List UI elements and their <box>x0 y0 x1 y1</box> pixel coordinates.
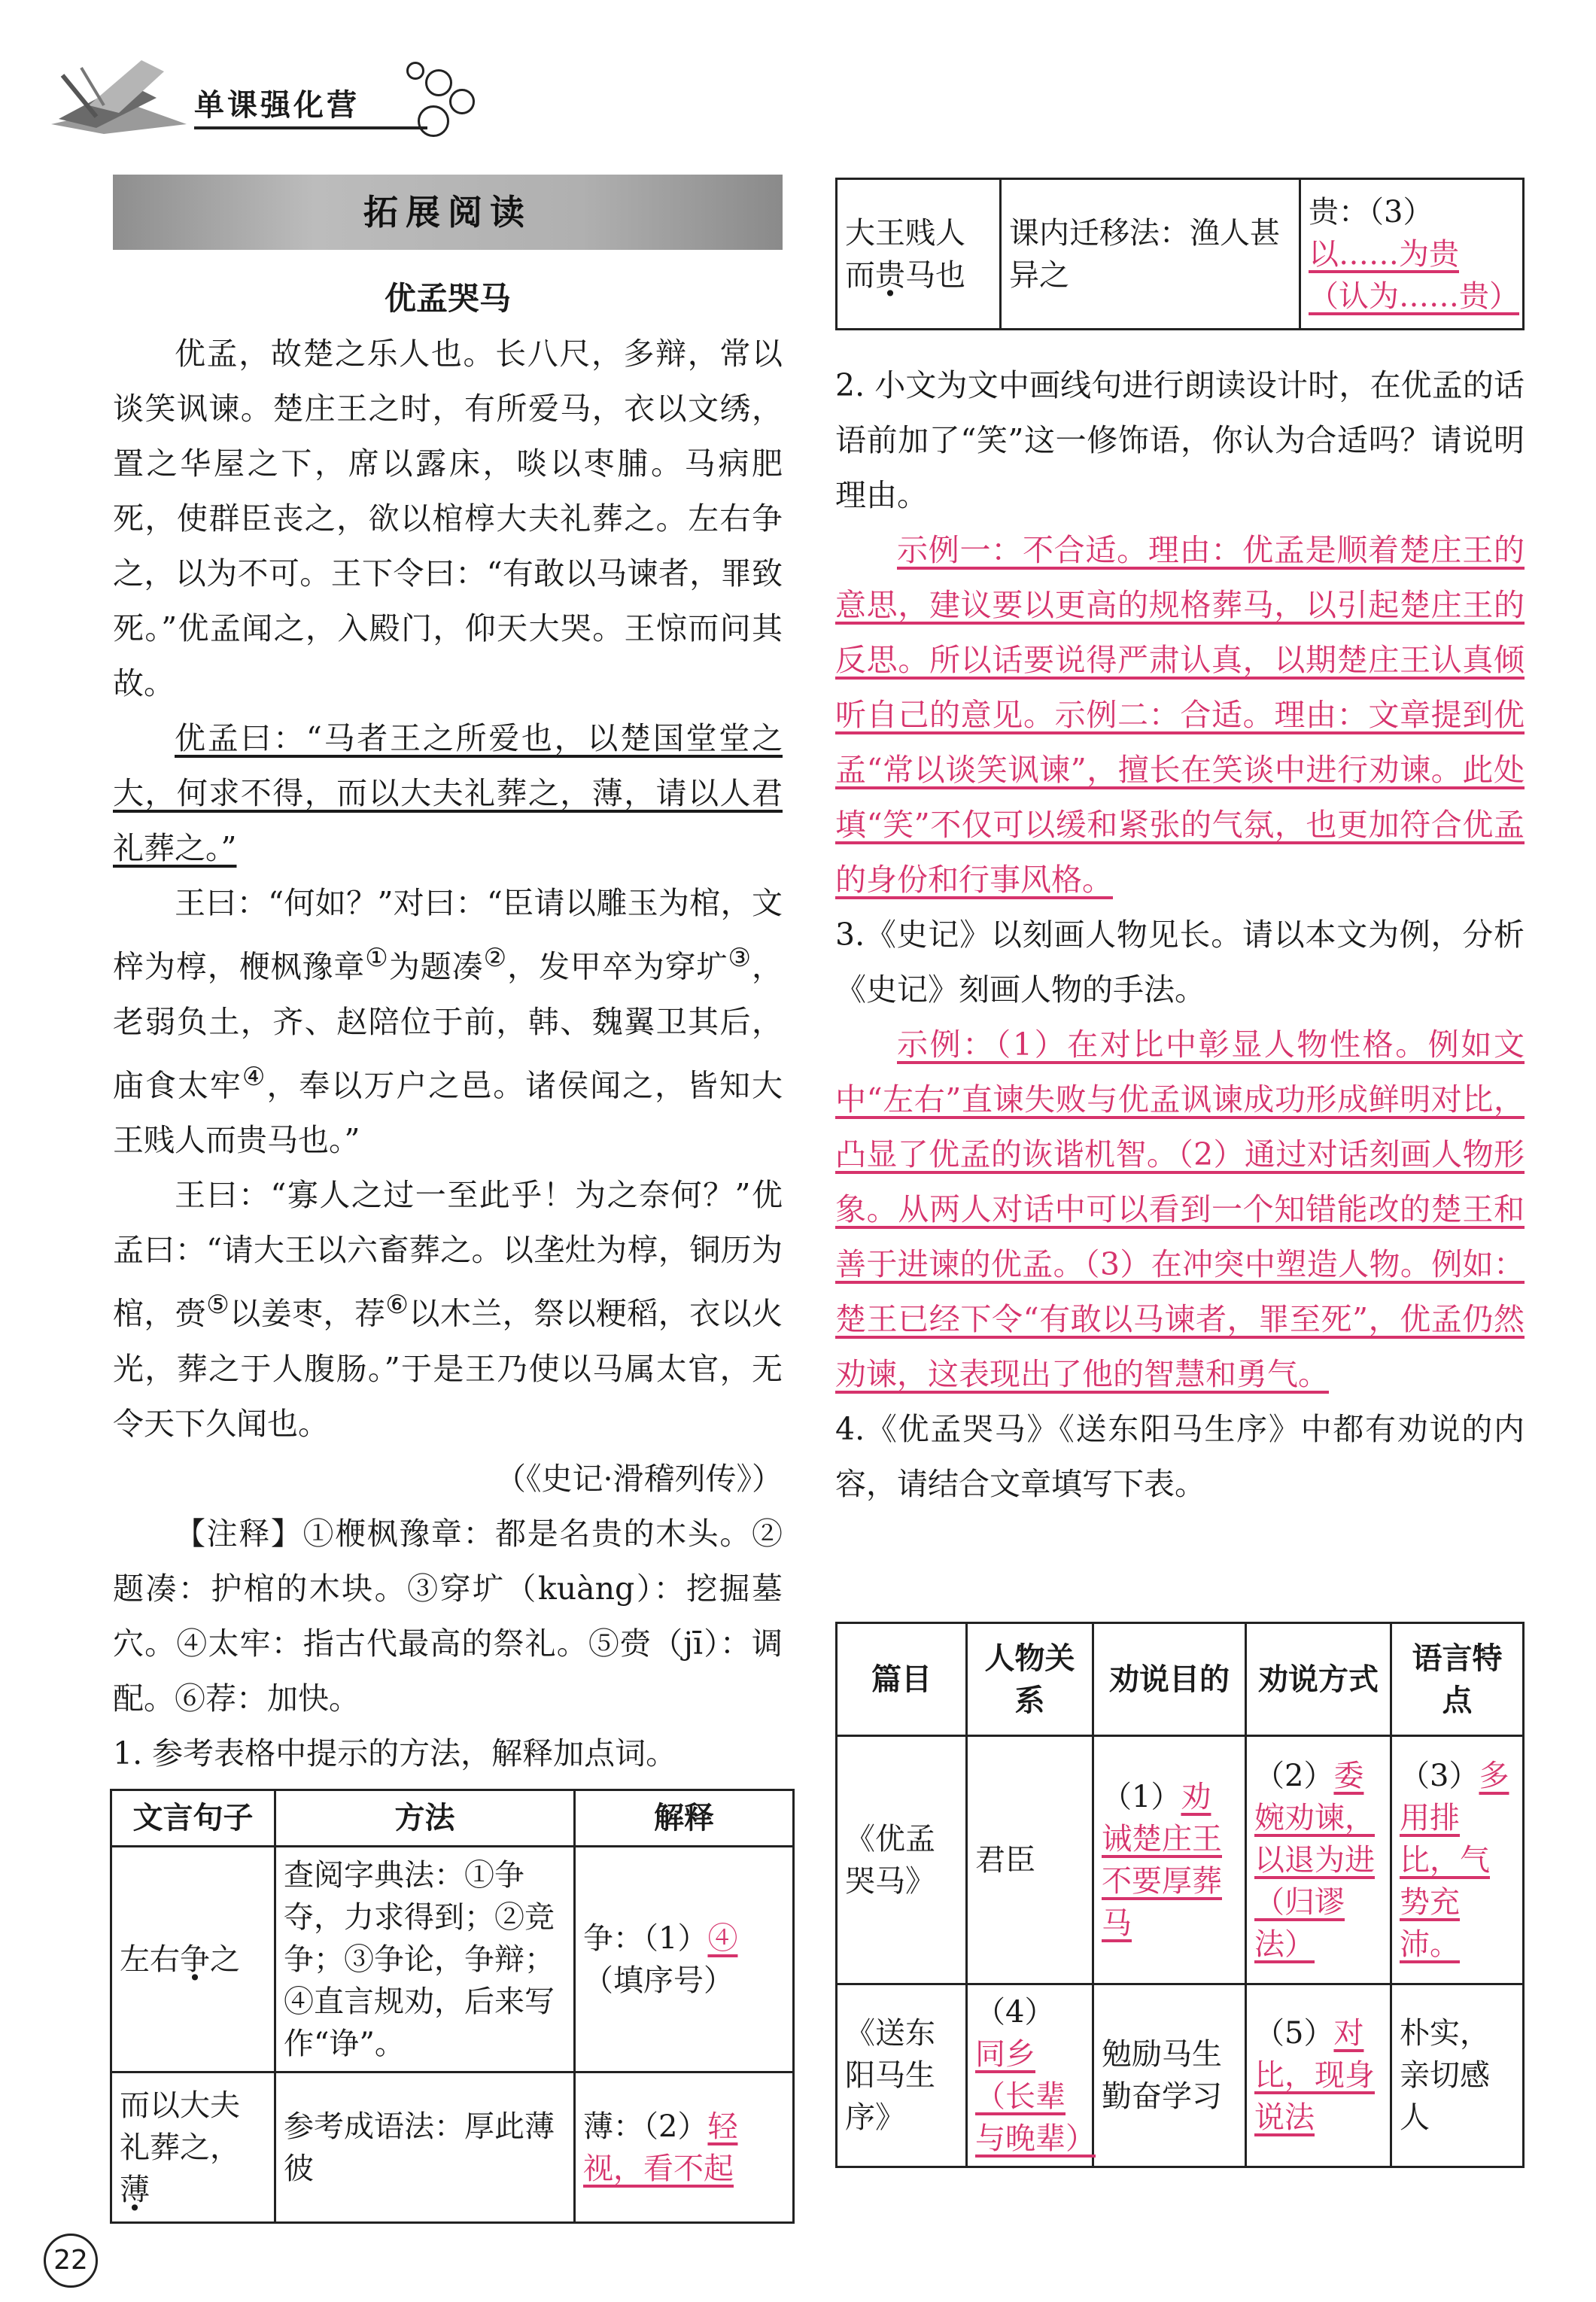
q1-table-continued <box>835 178 1525 330</box>
article-paragraph-1: 优孟，故楚之乐人也。长八尺，多辩，常以谈笑讽谏。楚庄王之时，有所爱马，衣以文绣，置之华屋之下，席以露床，啖以枣脯。马病肥死，使群臣丧之，欲以棺椁大夫礼葬之。左右争之，以为不可。王下令曰：“有敢以马谏者，罪致死。”优孟闻之，入殿门，仰天大哭。王惊而问其故。 <box>113 336 783 701</box>
note-ref: ④ <box>242 1061 267 1092</box>
question-1: 1. 参考表格中提示的方法，解释加点词。 <box>113 1735 677 1771</box>
q4-header-style: 语言特点 <box>1391 1623 1524 1736</box>
header-book-icon <box>44 53 194 135</box>
q4-purpose-1: （1）劝诫楚庄王不要厚葬马 <box>1093 1736 1246 1984</box>
question-3-answer: 示例：（1）在对比中彰显人物性格。例如文中“左右”直谏失败与优孟讽谏成功形成鲜明对比，凸显了优孟的诙谐机智。（2）通过对话刻画人物形象。从两人对话中可以看到一个知错能改的楚王和善于进谏的优孟。（3）在冲突中塑造人物。例如：楚王已经下令“有敢以马谏者，罪至死”，优孟仍然劝谏，这表现出了他的智慧和勇气。 <box>835 1026 1525 1392</box>
note-ref: ⑥ <box>385 1290 409 1321</box>
q4-header-purpose: 劝说目的 <box>1093 1623 1246 1736</box>
question-4: 4.《优孟哭马》《送东阳马生序》中都有劝说的内容，请结合文章填写下表。 <box>835 1411 1525 1502</box>
q1-explain-3: 贵：（3）以……为贵（认为……贵） <box>1300 179 1524 330</box>
q4-header-relation: 人物关系 <box>967 1623 1093 1736</box>
q4-purpose-2: 勉励马生勤奋学习 <box>1093 1984 1246 2167</box>
decor-circle <box>425 69 452 96</box>
underlined-sentence: 优孟曰：“马者王之所爱也，以楚国堂堂之大，何求不得，而以大夫礼葬之，薄，请以人君礼葬之。” <box>113 720 783 866</box>
header-underline <box>194 126 427 129</box>
question-2: 2. 小文为文中画线句进行朗读设计时，在优孟的话语前加了“笑”这一修饰语，你认为合适吗？请说明理由。 <box>835 367 1525 513</box>
article-paragraph-4: 王曰：“寡人之过一至此乎！为之奈何？”优孟曰：“请大王以六畜葬之。以垄灶为椁，铜历为棺，赍⑤以姜枣，荐⑥以木兰，祭以粳稻，衣以火光，葬之于人腹肠。”于是王乃使以马属太官，无令天下久闻也。 <box>113 1177 783 1442</box>
answer-text: 同乡（长辈与晚辈） <box>975 2037 1096 2156</box>
q1-explain-2: 薄：（2）轻视，看不起 <box>575 2072 794 2223</box>
q1-sentence-3: 大王贱人而贵马也 <box>837 179 1001 330</box>
note-ref: ① <box>365 943 389 973</box>
q1-sentence-1: 左右争之 <box>111 1847 275 2072</box>
q4-way-2: （5）对比，现身说法 <box>1246 1984 1391 2167</box>
q1-method-3: 课内迁移法：渔人甚异之 <box>1001 179 1300 330</box>
answer-text: ④ <box>707 1920 738 1956</box>
note-ref: ② <box>483 943 508 973</box>
section-banner <box>113 175 783 250</box>
answer-text: 多用排比，气势充沛。 <box>1400 1758 1509 1962</box>
answer-text: 劝诫楚庄王不要厚葬马 <box>1102 1779 1222 1941</box>
q1-sentence-2: 而以大夫礼葬之，薄 <box>111 2072 275 2223</box>
q1-header-method: 方法 <box>275 1790 575 1847</box>
decor-circle <box>406 62 424 80</box>
q4-style-2: 朴实，亲切感人 <box>1391 1984 1524 2167</box>
question-2-answer: 示例一：不合适。理由：优孟是顺着楚庄王的意思，建议要以更高的规格葬马，以引起楚庄王的反思。所以话要说得严肃认真，以期楚庄王认真倾听自己的意见。示例二：合适。理由：文章提到优孟“常以谈笑讽谏”，擅长在笑谈中进行劝谏。此处填“笑”不仅可以缓和紧张的气氛，也更加符合优孟的身份和行事风格。 <box>835 532 1525 898</box>
questions-right <box>835 358 1525 1512</box>
decor-circle <box>418 105 449 137</box>
table-row <box>837 1736 1524 1984</box>
q1-explain-1: 争：（1）④ （填序号） <box>575 1847 794 2072</box>
article-body <box>113 327 783 1781</box>
q4-title-2: 《送东阳马生序》 <box>837 1984 967 2167</box>
q4-way-1: （2）委婉劝谏，以退为进（归谬法） <box>1246 1736 1391 1984</box>
article-notes: 【注释】①楩枫豫章：都是名贵的木头。②题凑：护棺的木块。③穿圹（kuàng）：挖掘墓穴。④太牢：指古代最高的祭礼。⑤赍（jī）：调配。⑥荐：加快。 <box>113 1515 783 1717</box>
table-row <box>837 179 1524 330</box>
q1-method-2: 参考成语法：厚此薄彼 <box>275 2072 575 2223</box>
answer-text: 对比，现身说法 <box>1254 2016 1375 2135</box>
article-paragraph-2 <box>113 711 783 876</box>
note-ref: ⑤ <box>206 1290 230 1321</box>
answer-text: 轻视，看不起 <box>583 2109 738 2186</box>
q4-relation-1: 君臣 <box>967 1736 1093 1984</box>
page-number: 22 <box>44 2234 98 2288</box>
q1-header-explain: 解释 <box>575 1790 794 1847</box>
q4-style-1: （3）多用排比，气势充沛。 <box>1391 1736 1524 1984</box>
table-row <box>837 1984 1524 2167</box>
q4-table <box>835 1622 1525 2168</box>
table-row <box>111 2072 794 2223</box>
decor-circle <box>449 89 475 114</box>
answer-text: 委婉劝谏，以退为进（归谬法） <box>1254 1758 1375 1962</box>
article-paragraph-3: 王曰：“何如？”对曰：“臣请以雕玉为棺，文梓为椁，楩枫豫章①为题凑②，发甲卒为穿圹③，老弱负土，齐、赵陪位于前，韩、魏翼卫其后，庙食太牢④，奉以万户之邑。诸侯闻之，皆知大王贱人而贵马也。” <box>113 885 783 1159</box>
question-3: 3.《史记》以刻画人物见长。请以本文为例，分析《史记》刻画人物的手法。 <box>835 917 1525 1008</box>
q1-table <box>110 1789 795 2224</box>
q4-title-1: 《优孟哭马》 <box>837 1736 967 1984</box>
banner-title: 拓展阅读 <box>363 192 532 233</box>
answer-text: 以……为贵（认为……贵） <box>1309 236 1519 314</box>
q1-header-sentence: 文言句子 <box>111 1790 275 1847</box>
section-title: 单课强化营 <box>194 88 360 123</box>
article-source: （《史记·滑稽列传》） <box>494 1460 783 1497</box>
note-ref: ③ <box>728 943 752 973</box>
q4-header-way: 劝说方式 <box>1246 1623 1391 1736</box>
table-row <box>111 1847 794 2072</box>
q1-method-1: 查阅字典法：①争夺，力求得到；②竞争；③争论，争辩；④直言规劝，后来写作“诤”。 <box>275 1847 575 2072</box>
q4-header-title: 篇目 <box>837 1623 967 1736</box>
q4-relation-2: （4）同乡（长辈与晚辈） <box>967 1984 1093 2167</box>
article-title: 优孟哭马 <box>384 280 511 317</box>
